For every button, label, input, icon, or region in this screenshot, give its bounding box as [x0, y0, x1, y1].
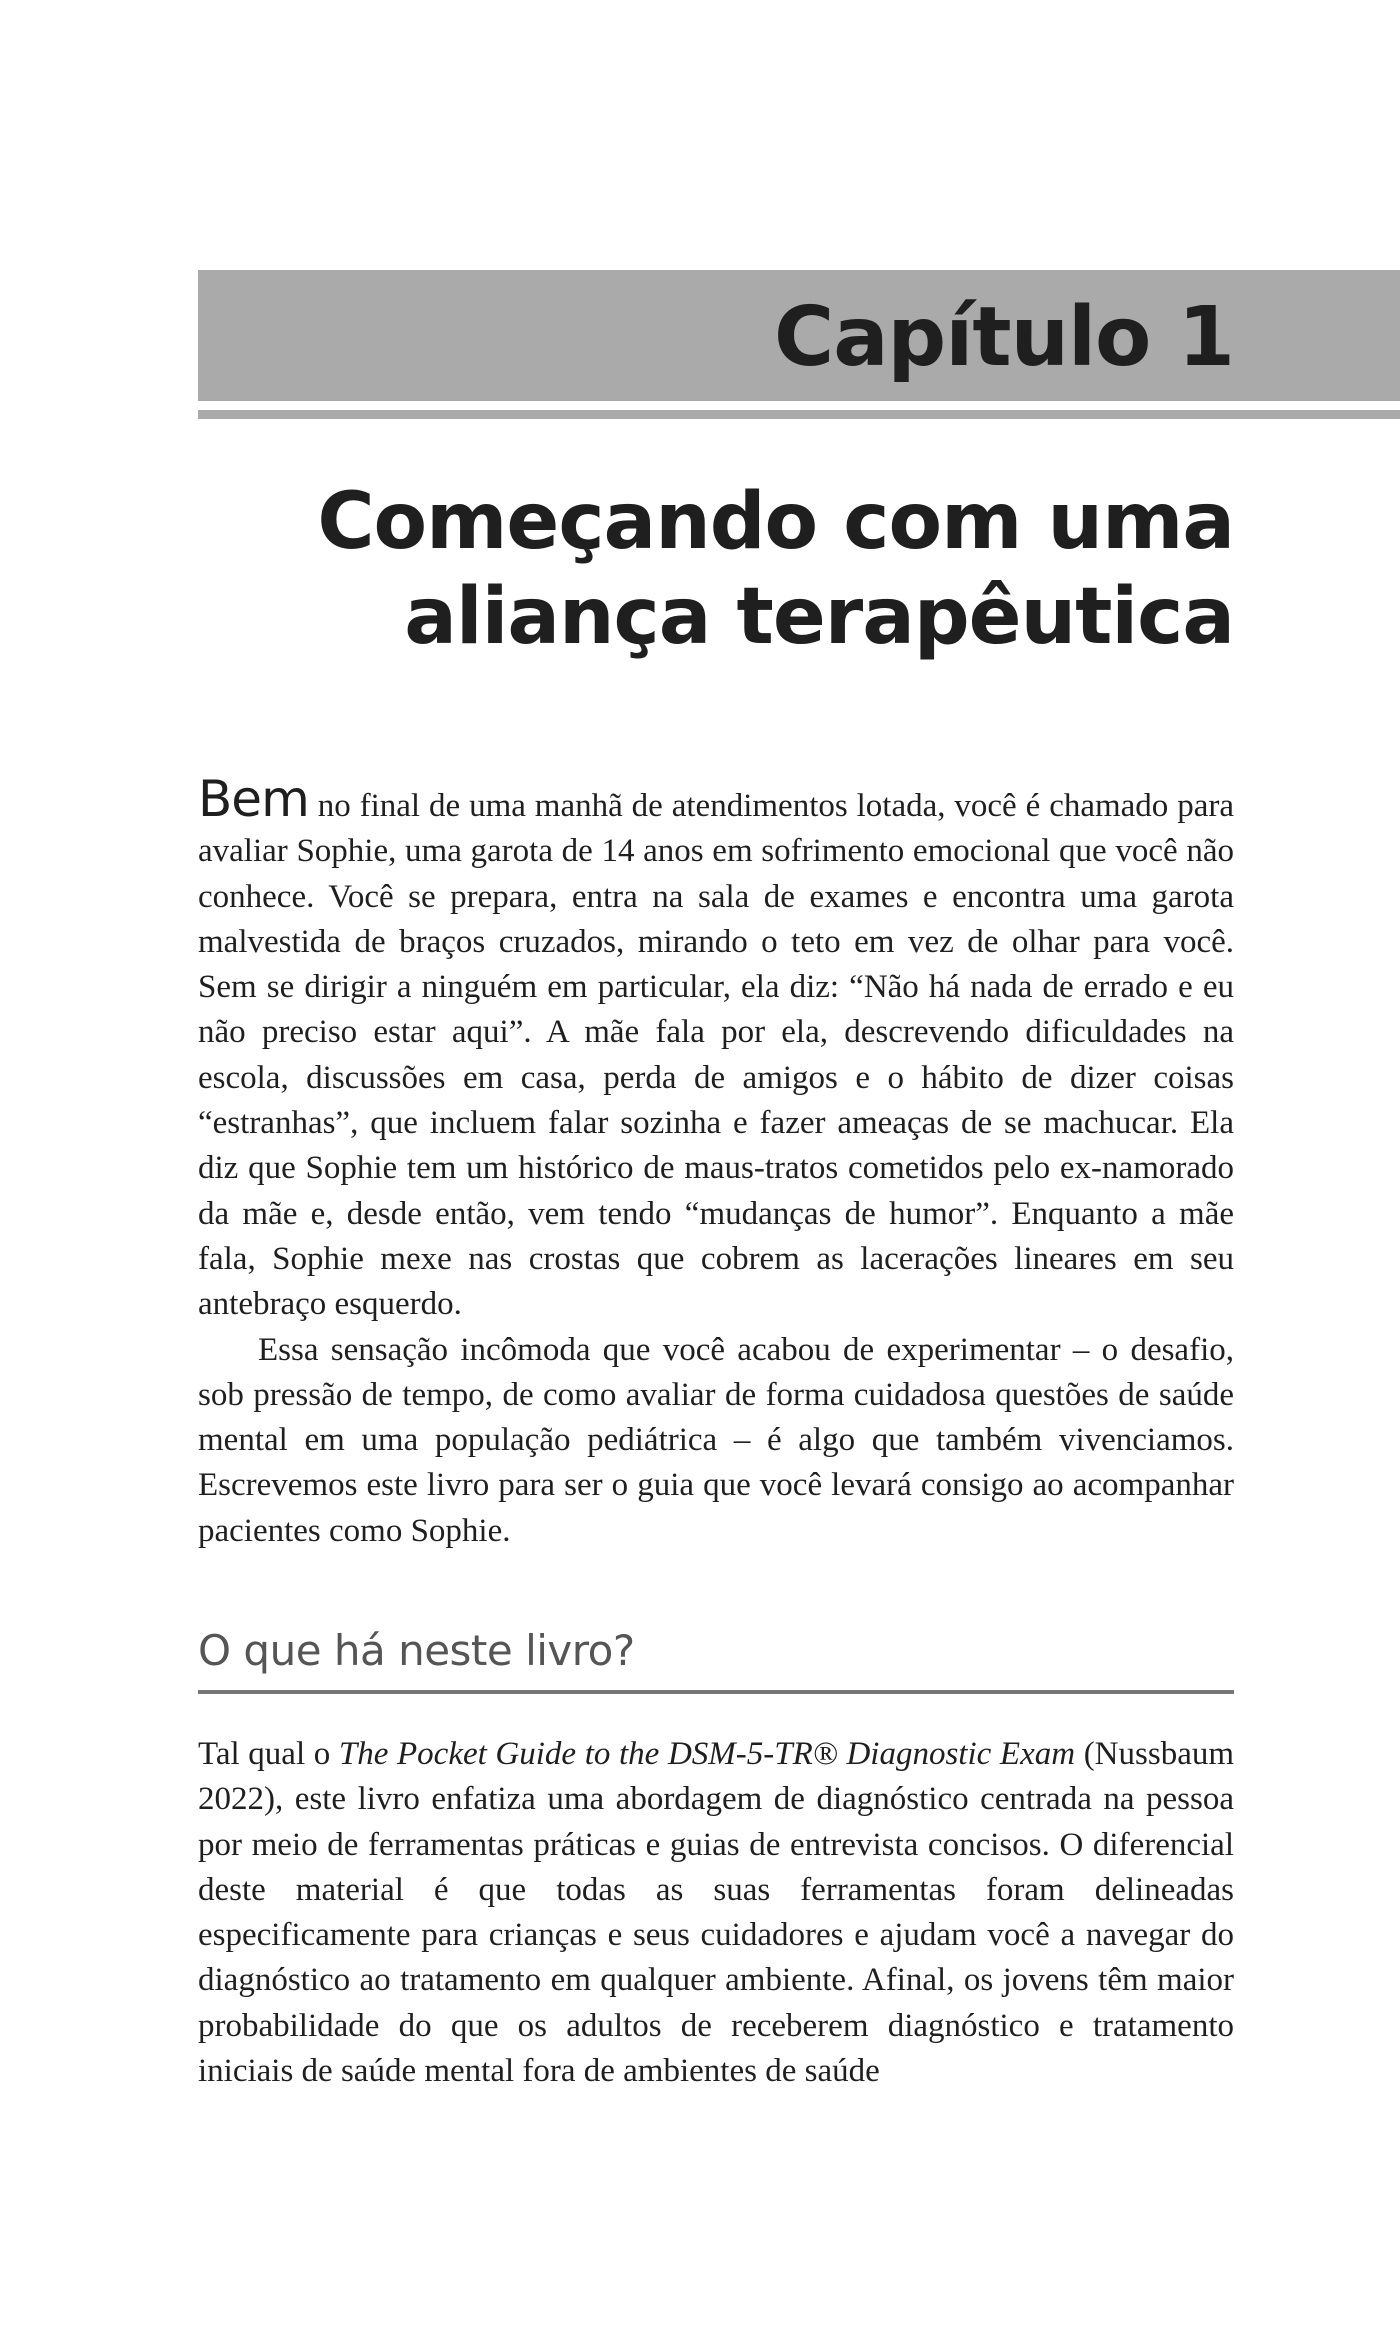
section-heading: O que há neste livro?: [198, 1626, 635, 1675]
intro-text: [198, 770, 1234, 1554]
chapter-label: Capítulo 1: [774, 290, 1234, 385]
cited-book-title: The Pocket Guide to the DSM-5-TR® Diagnostic Exam: [338, 1736, 1076, 1772]
chapter-title: [317, 475, 1234, 665]
intro-paragraph-1: [198, 770, 1234, 1328]
section-text-rest: (Nussbaum 2022), este livro enfatiza uma abordagem de diagnóstico centrada na pessoa por meio de ferramentas práticas e guias de entrevista concisos. O diferencial deste material é que todas as suas ferramentas foram delineadas especificamente para crianças e seus cuidadores e ajudam você a navegar do diagnóstico ao tratamento em qualquer ambiente. Afinal, os jovens têm maior probabilidade do que os adultos de receberem diagnóstico e tratamento iniciais de saúde mental fora de ambientes de saúde: [198, 1736, 1235, 2090]
section-text: [198, 1732, 1234, 2094]
chapter-title-line-1: Começando com uma: [317, 477, 1234, 567]
lead-word: Bem: [198, 770, 309, 828]
chapter-title-line-2: aliança terapêutica: [404, 572, 1234, 662]
chapter-banner-rule: [198, 410, 1400, 419]
intro-paragraph-2: Essa sensação incômoda que você acabou de experimentar – o desafio, sob pressão de tempo, de como avaliar de forma cuidadosa questões de saúde mental em uma população pediátrica – é algo que também vivenciamos. Escrevemos este livro para ser o guia que você levará consigo ao acompanhar pacientes como Sophie.: [198, 1331, 1234, 1549]
section-text-lead: Tal qual o: [198, 1736, 339, 1772]
intro-paragraph-1-text: no final de uma manhã de atendimentos lotada, você é chamado para avaliar Sophie, uma garota de 14 anos em sofrimento emocional que você não conhece. Você se prepara, entra na sala de exames e encontra uma garota malvestida de braços cruzados, mirando o teto em vez de olhar para você. Sem se dirigir a ninguém em particular, ela diz: “Não há nada de errado e eu não preciso estar aqui”. A mãe fala por ela, descrevendo dificuldades na escola, discussões em casa, perda de amigos e o hábito de dizer coisas “estranhas”, que incluem falar sozinha e fazer ameaças de se machucar. Ela diz que Sophie tem um histórico de maus-tratos cometidos pelo ex-namorado da mãe e, desde então, vem tendo “mudanças de humor”. Enquanto a mãe fala, Sophie mexe nas crostas que cobrem as lacerações lineares em seu antebraço esquerdo.: [198, 788, 1234, 1323]
section-heading-rule: [198, 1690, 1234, 1694]
section-paragraph: [198, 1732, 1234, 2094]
